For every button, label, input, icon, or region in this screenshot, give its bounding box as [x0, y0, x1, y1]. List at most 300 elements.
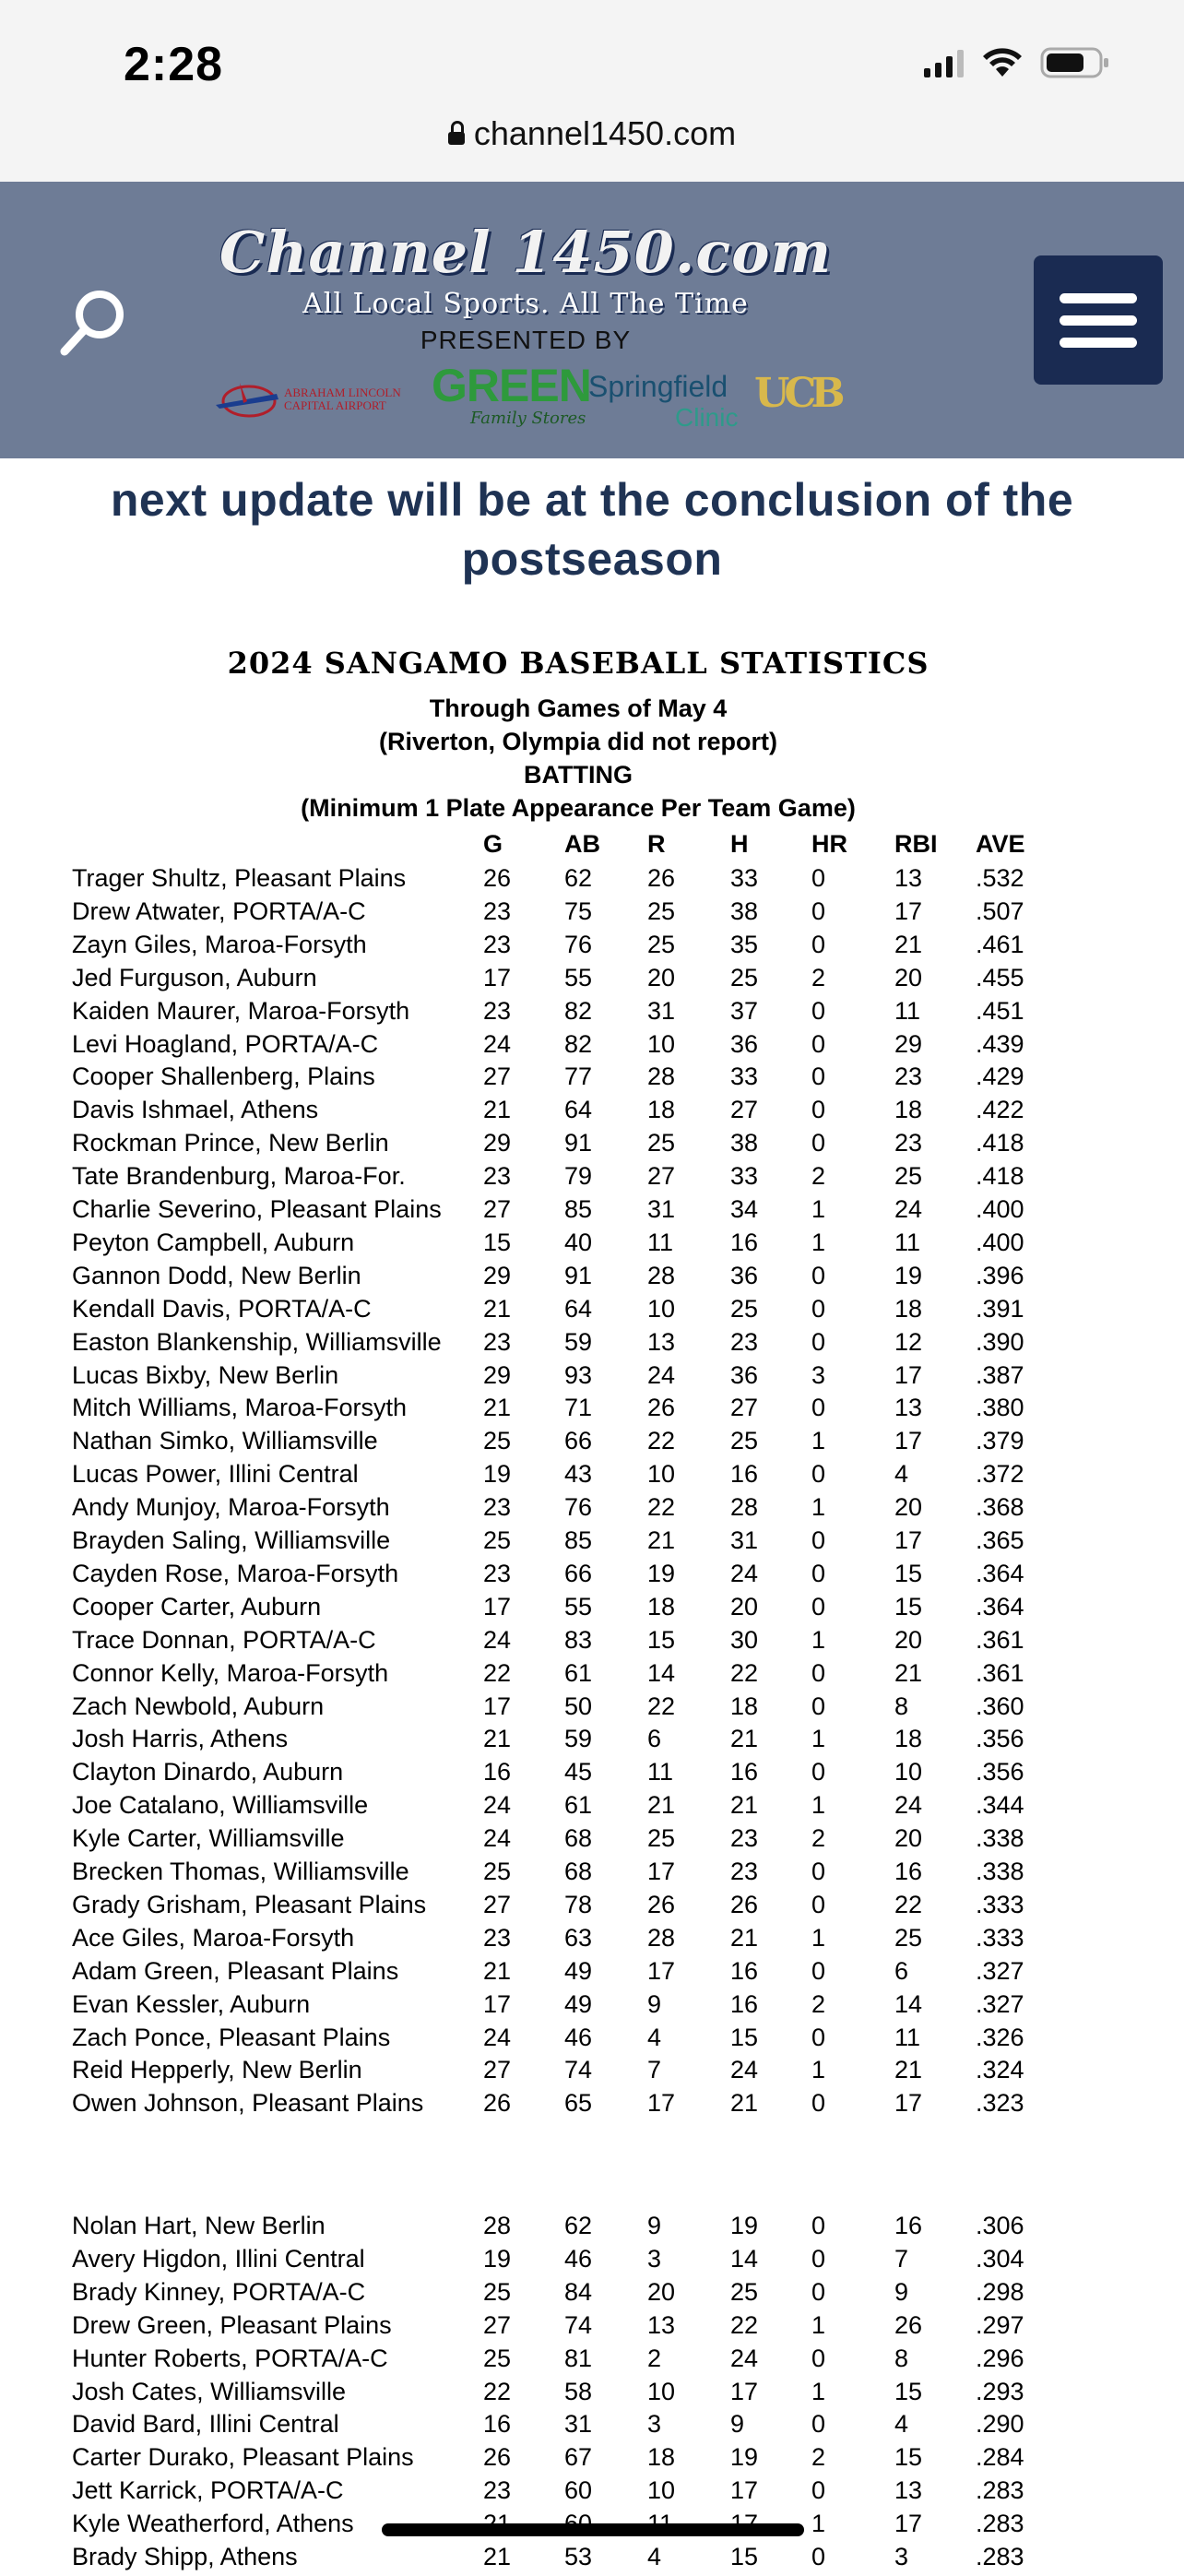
at-bats-cell: 46 — [564, 2023, 593, 2051]
table-row — [0, 1262, 1184, 1295]
home-runs-cell: 0 — [811, 1261, 826, 1289]
runs-cell: 11 — [647, 1228, 674, 1256]
airplane-icon — [212, 374, 282, 429]
table-row — [0, 1096, 1184, 1129]
stats-category: BATTING — [524, 761, 633, 789]
sponsor-airport[interactable] — [212, 374, 415, 429]
rbi-cell: 19 — [894, 1261, 923, 1289]
hits-cell: 27 — [730, 1096, 759, 1124]
at-bats-cell: 77 — [564, 1062, 593, 1091]
games-cell: 21 — [483, 1294, 512, 1323]
stats-through: Through Games of May 4 — [429, 694, 728, 722]
games-cell: 27 — [483, 1890, 512, 1918]
site-header — [0, 182, 1184, 458]
rbi-cell: 26 — [894, 2310, 923, 2339]
average-cell: .290 — [976, 2410, 1024, 2439]
lock-icon — [448, 132, 465, 145]
average-cell: .283 — [976, 2543, 1024, 2570]
games-cell: 21 — [483, 2543, 512, 2570]
games-cell: 19 — [483, 1460, 512, 1489]
runs-cell: 25 — [647, 1129, 676, 1157]
average-cell: .380 — [976, 1394, 1024, 1422]
hamburger-menu-button[interactable] — [1034, 255, 1163, 385]
hits-cell: 21 — [730, 2089, 759, 2118]
home-runs-cell: 1 — [811, 1228, 826, 1256]
table-row — [0, 1824, 1184, 1858]
table-row — [0, 1361, 1184, 1395]
player-name-cell: Carter Durako, Pleasant Plains — [72, 2443, 414, 2472]
average-cell: .461 — [976, 930, 1024, 958]
hits-cell: 18 — [730, 1692, 759, 1720]
hits-cell: 31 — [730, 1526, 759, 1554]
average-cell: .368 — [976, 1493, 1024, 1522]
games-cell: 22 — [483, 1658, 512, 1687]
table-row — [0, 2345, 1184, 2378]
table-row — [0, 1460, 1184, 1493]
average-cell: .364 — [976, 1592, 1024, 1620]
table-row — [0, 2476, 1184, 2510]
runs-cell: 13 — [647, 2310, 676, 2339]
at-bats-cell: 40 — [564, 1228, 593, 1256]
home-runs-cell: 1 — [811, 1725, 826, 1753]
at-bats-cell: 43 — [564, 1460, 593, 1489]
table-row — [0, 1129, 1184, 1162]
games-cell: 23 — [483, 1923, 512, 1952]
hits-cell: 28 — [730, 1493, 759, 1522]
table-row — [0, 997, 1184, 1030]
rbi-cell: 10 — [894, 1758, 923, 1787]
at-bats-cell: 49 — [564, 1989, 593, 2018]
sponsor-clinic[interactable]: Springfield — [588, 370, 728, 403]
home-runs-cell: 2 — [811, 1162, 826, 1191]
games-cell: 22 — [483, 2377, 512, 2405]
runs-cell: 25 — [647, 930, 676, 958]
hits-cell: 19 — [730, 2212, 759, 2239]
average-cell: .532 — [976, 864, 1024, 892]
average-cell: .372 — [976, 1460, 1024, 1489]
wifi-icon — [981, 47, 1024, 78]
rbi-cell: 20 — [894, 963, 923, 991]
rbi-cell: 13 — [894, 2476, 923, 2505]
runs-cell: 11 — [647, 1758, 674, 1787]
games-cell: 17 — [483, 1989, 512, 2018]
runs-cell: 25 — [647, 896, 676, 925]
at-bats-cell: 91 — [564, 1261, 593, 1289]
runs-cell: 27 — [647, 1162, 676, 1191]
rbi-cell: 11 — [894, 996, 921, 1025]
rbi-cell: 29 — [894, 1029, 923, 1058]
rbi-cell: 24 — [894, 1791, 923, 1820]
status-time: 2:28 — [124, 38, 224, 91]
rbi-cell: 17 — [894, 2510, 923, 2538]
games-cell: 17 — [483, 963, 512, 991]
games-cell: 16 — [483, 2410, 512, 2439]
hits-cell: 23 — [730, 1327, 759, 1356]
runs-cell: 3 — [647, 2410, 662, 2439]
rbi-cell: 15 — [894, 2377, 923, 2405]
games-cell: 27 — [483, 1195, 512, 1223]
home-runs-cell: 1 — [811, 2510, 826, 2538]
games-cell: 26 — [483, 2443, 512, 2472]
at-bats-cell: 82 — [564, 1029, 593, 1058]
hits-cell: 21 — [730, 1725, 759, 1753]
home-runs-cell: 2 — [811, 1989, 826, 2018]
player-name-cell: Nolan Hart, New Berlin — [72, 2212, 326, 2239]
average-cell: .439 — [976, 1029, 1024, 1058]
games-cell: 25 — [483, 1427, 512, 1455]
average-cell: .333 — [976, 1890, 1024, 1918]
runs-cell: 3 — [647, 2244, 662, 2273]
at-bats-cell: 68 — [564, 1824, 593, 1853]
at-bats-cell: 55 — [564, 1592, 593, 1620]
menu-line-icon — [1060, 338, 1137, 348]
table-row — [0, 1758, 1184, 1791]
average-cell: .297 — [976, 2310, 1024, 2339]
at-bats-cell: 66 — [564, 1559, 593, 1587]
at-bats-cell: 53 — [564, 2543, 593, 2570]
hits-cell: 23 — [730, 1824, 759, 1853]
table-row — [0, 2056, 1184, 2089]
rbi-cell: 12 — [894, 1327, 923, 1356]
table-row — [0, 1791, 1184, 1824]
at-bats-cell: 63 — [564, 1923, 593, 1952]
player-name-cell: Reid Hepperly, New Berlin — [72, 2056, 362, 2084]
home-runs-cell: 0 — [811, 1692, 826, 1720]
stats-section — [0, 646, 1184, 825]
player-name-cell: Brecken Thomas, Williamsville — [72, 1858, 409, 1885]
rbi-cell: 3 — [894, 2543, 909, 2570]
sponsor-green[interactable]: GREEN — [432, 360, 591, 411]
hits-cell: 35 — [730, 930, 759, 958]
hits-cell: 19 — [730, 2443, 759, 2472]
hits-cell: 20 — [730, 1592, 759, 1620]
average-cell: .361 — [976, 1658, 1024, 1687]
runs-cell: 31 — [647, 996, 676, 1025]
runs-cell: 10 — [647, 1294, 676, 1323]
table-row — [0, 1162, 1184, 1195]
at-bats-cell: 76 — [564, 930, 593, 958]
games-cell: 24 — [483, 1029, 512, 1058]
at-bats-cell: 46 — [564, 2244, 593, 2273]
table-row — [0, 1725, 1184, 1758]
hits-cell: 14 — [730, 2244, 759, 2273]
address-bar[interactable] — [0, 114, 1184, 153]
rbi-cell: 24 — [894, 1195, 923, 1223]
hits-cell: 25 — [730, 963, 759, 991]
runs-cell: 9 — [647, 2212, 662, 2239]
home-runs-cell: 1 — [811, 2377, 826, 2405]
rbi-cell: 20 — [894, 1824, 923, 1853]
runs-cell: 4 — [647, 2543, 662, 2570]
games-cell: 28 — [483, 2212, 512, 2239]
home-runs-cell: 0 — [811, 2244, 826, 2273]
games-cell: 23 — [483, 1559, 512, 1587]
runs-cell: 24 — [647, 1360, 676, 1389]
player-name-cell: Cooper Shallenberg, Plains — [72, 1062, 375, 1091]
home-runs-cell: 0 — [811, 2476, 826, 2505]
at-bats-cell: 50 — [564, 1692, 593, 1720]
runs-cell: 14 — [647, 1658, 676, 1687]
rbi-cell: 13 — [894, 1394, 923, 1422]
at-bats-cell: 75 — [564, 896, 593, 925]
menu-line-icon — [1060, 315, 1137, 326]
average-cell: .379 — [976, 1427, 1024, 1455]
player-name-cell: Nathan Simko, Williamsville — [72, 1427, 378, 1455]
games-cell: 24 — [483, 2023, 512, 2051]
player-name-cell: Charlie Severino, Pleasant Plains — [72, 1195, 442, 1223]
runs-cell: 22 — [647, 1493, 676, 1522]
average-cell: .323 — [976, 2089, 1024, 2118]
at-bats-cell: 45 — [564, 1758, 593, 1787]
games-cell: 23 — [483, 996, 512, 1025]
games-cell: 25 — [483, 2344, 512, 2372]
table-row — [0, 864, 1184, 897]
home-runs-cell: 0 — [811, 1858, 826, 1885]
table-row — [0, 1295, 1184, 1328]
average-cell: .284 — [976, 2443, 1024, 2472]
player-name-cell: Kaiden Maurer, Maroa-Forsyth — [72, 996, 410, 1025]
sponsor-ucb[interactable]: UCB — [754, 370, 840, 417]
average-cell: .360 — [976, 1692, 1024, 1720]
table-row — [0, 1891, 1184, 1924]
player-name-cell: Peyton Campbell, Auburn — [72, 1228, 355, 1256]
player-name-cell: Connor Kelly, Maroa-Forsyth — [72, 1658, 389, 1687]
table-row — [0, 1030, 1184, 1063]
hits-cell: 33 — [730, 1062, 759, 1091]
hits-cell: 21 — [730, 1791, 759, 1820]
table-row — [0, 2378, 1184, 2411]
average-cell: .304 — [976, 2244, 1024, 2273]
site-logo[interactable] — [212, 219, 839, 355]
home-runs-cell: 0 — [811, 896, 826, 925]
hits-cell: 15 — [730, 2543, 759, 2570]
rbi-cell: 14 — [894, 1989, 923, 2018]
hits-cell: 27 — [730, 1394, 759, 1422]
home-runs-cell: 2 — [811, 2443, 826, 2472]
player-name-cell: Evan Kessler, Auburn — [72, 1989, 311, 2018]
runs-cell: 10 — [647, 2476, 676, 2505]
hits-cell: 36 — [730, 1261, 759, 1289]
average-cell: .455 — [976, 963, 1024, 991]
player-name-cell: Mitch Williams, Maroa-Forsyth — [72, 1394, 408, 1422]
home-runs-cell: 3 — [811, 1360, 826, 1389]
average-cell: .283 — [976, 2510, 1024, 2538]
rbi-cell: 23 — [894, 1062, 923, 1091]
rbi-cell: 22 — [894, 1890, 923, 1918]
at-bats-cell: 84 — [564, 2277, 593, 2306]
at-bats-cell: 68 — [564, 1858, 593, 1885]
games-cell: 23 — [483, 1162, 512, 1191]
player-name-cell: Trager Shultz, Pleasant Plains — [72, 864, 407, 892]
hits-cell: 17 — [730, 2476, 759, 2505]
hits-cell: 24 — [730, 2344, 759, 2372]
player-name-cell: Davis Ishmael, Athens — [72, 1096, 319, 1124]
rbi-cell: 18 — [894, 1294, 923, 1323]
games-cell: 27 — [483, 2056, 512, 2084]
runs-cell: 20 — [647, 963, 676, 991]
average-cell: .298 — [976, 2277, 1024, 2306]
at-bats-cell: 85 — [564, 1195, 593, 1223]
home-runs-cell: 0 — [811, 2344, 826, 2372]
home-runs-cell: 0 — [811, 1890, 826, 1918]
average-cell: .293 — [976, 2377, 1024, 2405]
rbi-cell: 11 — [894, 1228, 921, 1256]
hits-cell: 16 — [730, 1989, 759, 2018]
average-cell: .507 — [976, 896, 1024, 925]
player-name-cell: Tate Brandenburg, Maroa-For. — [72, 1162, 406, 1191]
col-header-g: G — [483, 830, 503, 858]
hits-cell: 22 — [730, 1658, 759, 1687]
games-cell: 27 — [483, 1062, 512, 1091]
sponsor-clinic-sub: Clinic — [675, 403, 739, 432]
table-row — [0, 1560, 1184, 1593]
search-icon[interactable] — [57, 285, 131, 359]
hits-cell: 15 — [730, 2023, 759, 2051]
hits-cell: 36 — [730, 1029, 759, 1058]
player-name-cell: Joe Catalano, Williamsville — [72, 1791, 369, 1820]
home-runs-cell: 0 — [811, 2543, 826, 2570]
rbi-cell: 20 — [894, 1493, 923, 1522]
player-name-cell: Brady Shipp, Athens — [72, 2543, 298, 2570]
games-cell: 26 — [483, 2089, 512, 2118]
at-bats-cell: 71 — [564, 1394, 593, 1422]
player-name-cell: Owen Johnson, Pleasant Plains — [72, 2089, 424, 2118]
home-runs-cell: 0 — [811, 1029, 826, 1058]
runs-cell: 6 — [647, 1725, 662, 1753]
hits-cell: 33 — [730, 1162, 759, 1191]
stats-minimum: (Minimum 1 Plate Appearance Per Team Game) — [301, 794, 856, 822]
average-cell: .338 — [976, 1858, 1024, 1885]
runs-cell: 19 — [647, 1559, 676, 1587]
table-row — [0, 2443, 1184, 2476]
rbi-cell: 25 — [894, 1923, 923, 1952]
hits-cell: 24 — [730, 2056, 759, 2084]
runs-cell: 17 — [647, 2089, 676, 2118]
table-row — [0, 1626, 1184, 1659]
runs-cell: 9 — [647, 1989, 662, 2018]
at-bats-cell: 74 — [564, 2310, 593, 2339]
player-name-cell: Hunter Roberts, PORTA/A-C — [72, 2344, 388, 2372]
runs-cell: 21 — [647, 1526, 676, 1554]
rbi-cell: 17 — [894, 896, 923, 925]
at-bats-cell: 91 — [564, 1129, 593, 1157]
sponsor-airport-name: ABRAHAM LINCOLN CAPITAL AIRPORT — [284, 386, 401, 412]
table-row — [0, 2024, 1184, 2057]
at-bats-cell: 78 — [564, 1890, 593, 1918]
col-header-r: R — [647, 830, 666, 858]
table-row — [0, 2543, 1184, 2576]
table-row — [0, 2212, 1184, 2245]
player-name-cell: Adam Green, Pleasant Plains — [72, 1956, 399, 1985]
runs-cell: 26 — [647, 1890, 676, 1918]
at-bats-cell: 67 — [564, 2443, 593, 2472]
stats-note: (Riverton, Olympia did not report) — [378, 728, 777, 755]
runs-cell: 17 — [647, 1858, 676, 1885]
hits-cell: 25 — [730, 1294, 759, 1323]
games-cell: 25 — [483, 1526, 512, 1554]
at-bats-cell: 62 — [564, 2212, 593, 2239]
player-name-cell: Zach Newbold, Auburn — [72, 1692, 325, 1720]
home-runs-cell: 0 — [811, 1129, 826, 1157]
presented-by: PRESENTED BY — [420, 326, 632, 354]
home-runs-cell: 1 — [811, 1791, 826, 1820]
home-runs-cell: 1 — [811, 1625, 826, 1654]
home-runs-cell: 0 — [811, 1658, 826, 1687]
player-name-cell: Drew Atwater, PORTA/A-C — [72, 896, 366, 925]
at-bats-cell: 76 — [564, 1493, 593, 1522]
cellular-signal-icon — [924, 48, 965, 77]
games-cell: 29 — [483, 1261, 512, 1289]
games-cell: 23 — [483, 2476, 512, 2505]
hits-cell: 17 — [730, 2377, 759, 2405]
col-header-h: H — [730, 830, 749, 858]
sponsor-logos — [212, 357, 839, 440]
average-cell: .429 — [976, 1062, 1024, 1091]
average-cell: .344 — [976, 1791, 1024, 1820]
runs-cell: 25 — [647, 1824, 676, 1853]
average-cell: .451 — [976, 996, 1024, 1025]
runs-cell: 20 — [647, 2277, 676, 2306]
home-runs-cell: 0 — [811, 1559, 826, 1587]
player-name-cell: Cooper Carter, Auburn — [72, 1592, 322, 1620]
runs-cell: 31 — [647, 1195, 676, 1223]
at-bats-cell: 85 — [564, 1526, 593, 1554]
runs-cell: 28 — [647, 1062, 676, 1091]
table-row — [0, 897, 1184, 931]
home-runs-cell: 0 — [811, 2023, 826, 2051]
rbi-cell: 17 — [894, 1526, 923, 1554]
average-cell: .338 — [976, 1824, 1024, 1853]
hits-cell: 30 — [730, 1625, 759, 1654]
rbi-cell: 17 — [894, 1360, 923, 1389]
average-cell: .361 — [976, 1625, 1024, 1654]
games-cell: 17 — [483, 1592, 512, 1620]
games-cell: 29 — [483, 1360, 512, 1389]
runs-cell: 28 — [647, 1923, 676, 1952]
home-runs-cell: 1 — [811, 1195, 826, 1223]
col-header-ave: AVE — [976, 830, 1025, 858]
hits-cell: 24 — [730, 1559, 759, 1587]
games-cell: 21 — [483, 1394, 512, 1422]
table-row — [0, 1526, 1184, 1560]
player-name-cell: Zayn Giles, Maroa-Forsyth — [72, 930, 367, 958]
rbi-cell: 21 — [894, 930, 923, 958]
table-row — [0, 1328, 1184, 1361]
home-runs-cell: 0 — [811, 1758, 826, 1787]
rbi-cell: 15 — [894, 2443, 923, 2472]
player-name-cell: Levi Hoagland, PORTA/A-C — [72, 1029, 379, 1058]
runs-cell: 26 — [647, 864, 676, 892]
at-bats-cell: 55 — [564, 963, 593, 991]
player-name-cell: Josh Cates, Williamsville — [72, 2377, 347, 2405]
average-cell: .400 — [976, 1228, 1024, 1256]
table-row — [0, 1062, 1184, 1096]
table-row — [0, 1427, 1184, 1460]
average-cell: .333 — [976, 1923, 1024, 1952]
home-runs-cell: 0 — [811, 1096, 826, 1124]
player-name-cell: Kyle Carter, Williamsville — [72, 1824, 345, 1853]
games-cell: 29 — [483, 1129, 512, 1157]
home-runs-cell: 0 — [811, 1327, 826, 1356]
hits-cell: 23 — [730, 1858, 759, 1885]
rbi-cell: 8 — [894, 1692, 909, 1720]
hits-cell: 16 — [730, 1758, 759, 1787]
rbi-cell: 13 — [894, 864, 923, 892]
games-cell: 26 — [483, 864, 512, 892]
home-runs-cell: 0 — [811, 1062, 826, 1091]
runs-cell: 15 — [647, 1625, 676, 1654]
hits-cell: 38 — [730, 896, 759, 925]
